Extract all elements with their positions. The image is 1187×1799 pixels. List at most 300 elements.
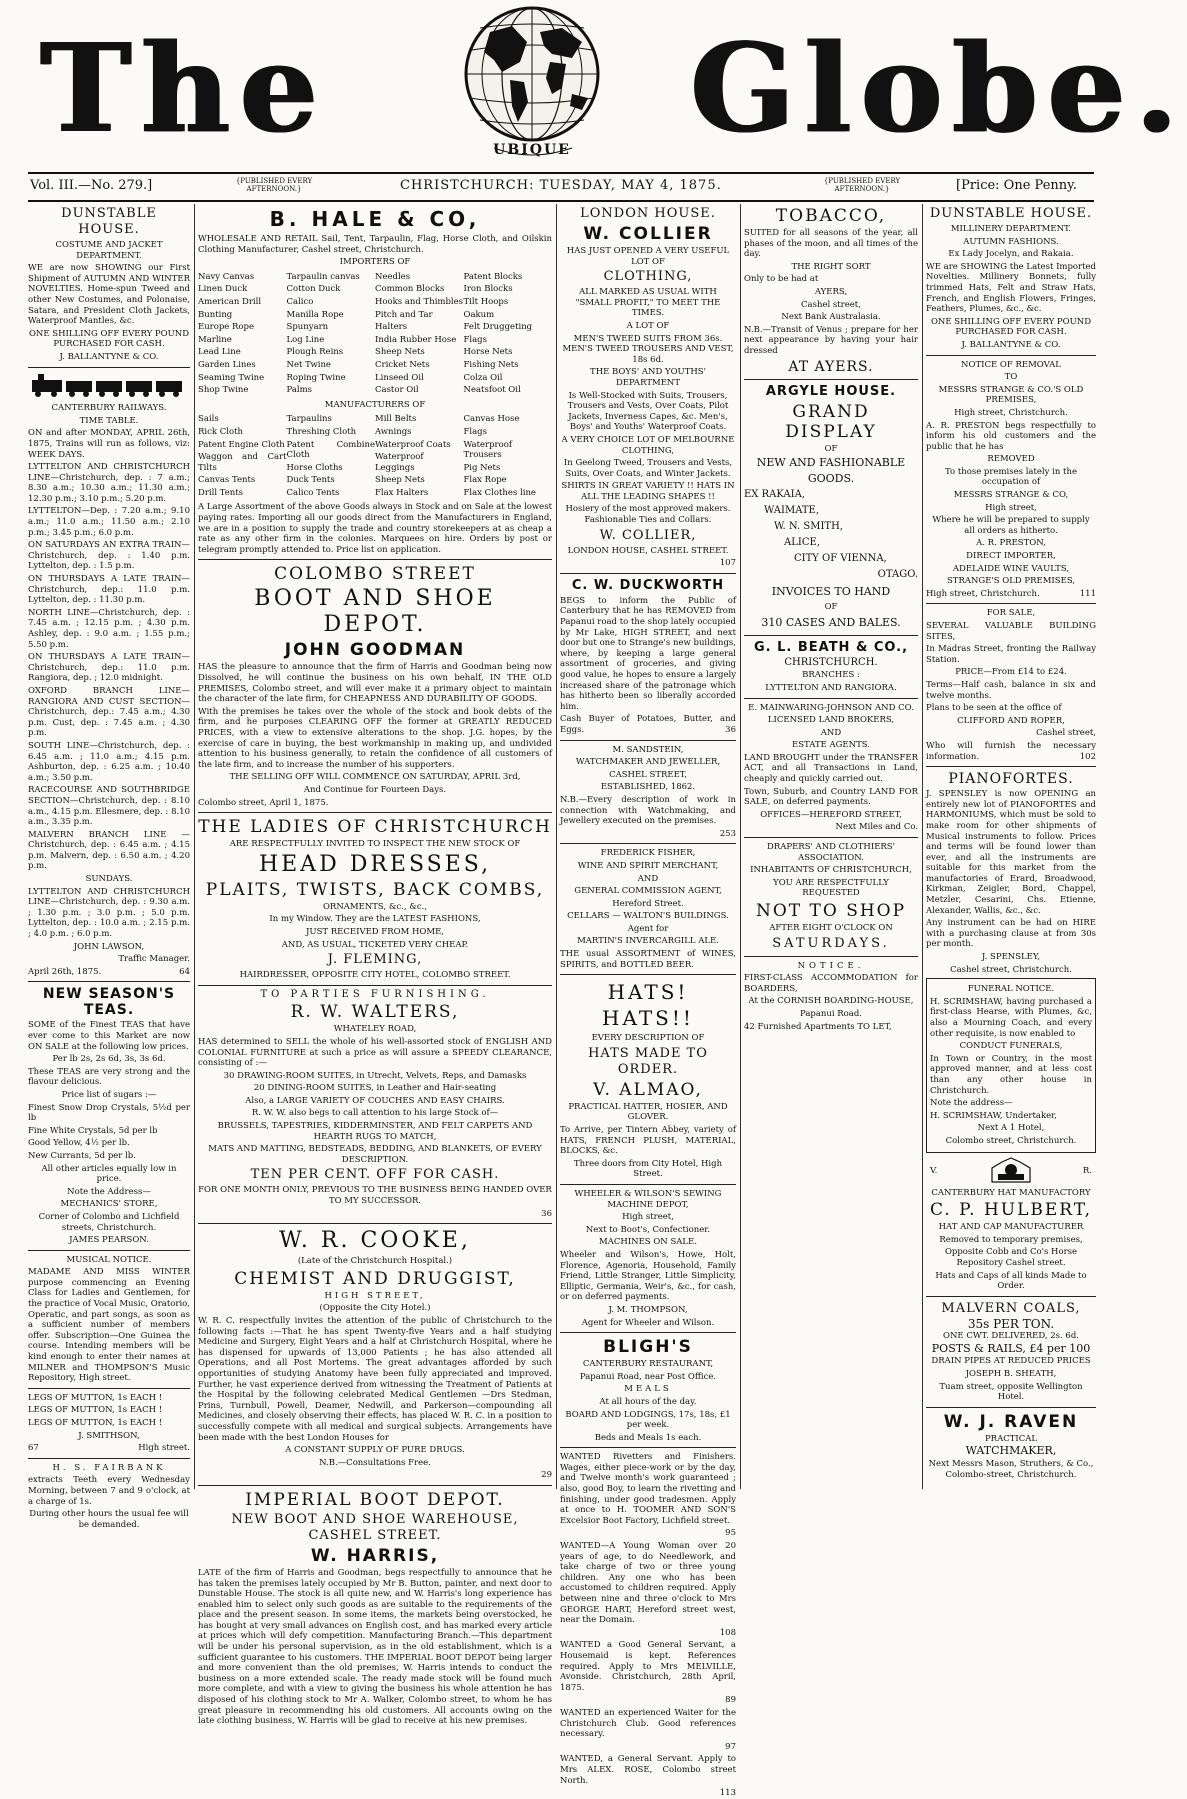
- ad-title: BOOT AND SHOE DEPOT.: [254, 586, 496, 638]
- ad-body: ONE SHILLING OFF EVERY POUND PURCHASED FOR CASH.: [930, 316, 1092, 338]
- ad-body: Town, Suburb, and Country LAND FOR SALE, on deferred payments.: [744, 786, 918, 808]
- ad-number: 36: [725, 724, 736, 735]
- timetable-line: MALVERN BRANCH LINE — Christchurch, dep. : 6.45 a.m. ; 4.15 p.m. Malvern, dep. : 6.50 a.m. ; 4.20 p.m.: [28, 829, 190, 872]
- ad-body: INVOICES TO HAND: [771, 585, 891, 599]
- ad-body: LYTTELTON AND RANGIORA.: [765, 682, 897, 693]
- ad-body: ALL MARKED AS USUAL WITH "SMALL PROFIT," TO MEET THE TIMES.: [575, 287, 721, 319]
- list-item: Canvas Tents: [198, 475, 256, 486]
- ad-body: HAS the pleasure to announce that the firm of Harris and Goodman being now Dissolved, he will continue the business on his own behalf, IN THE OLD PREMISES, Colombo street, and will ever make it a primary object to maintain the character of the late firm, for CHEAPNESS AND DURABILITY OF GOODS.: [198, 662, 552, 705]
- ad-body: THE RIGHT SORT: [791, 261, 871, 272]
- price-line: Fine White Crystals, 5d per lb: [28, 1125, 158, 1136]
- ad-body: Who will furnish the necessary information.: [926, 740, 1096, 762]
- column-rule: [740, 204, 741, 1489]
- ad-title: DRAPERS' AND CLOTHIERS' ASSOCIATION.: [767, 842, 895, 863]
- ad-body: CLIFFORD AND ROPER,: [957, 715, 1065, 726]
- list-item: Waterproof Trousers: [463, 439, 512, 461]
- ad-body: In Madras Street, fronting the Railway Station.: [926, 644, 1096, 665]
- ad-signature: J. SPENSLEY,: [981, 952, 1041, 963]
- ad-body: AYERS,: [814, 286, 848, 297]
- ad-title: W. J. RAVEN: [943, 1411, 1079, 1432]
- ad-title: SATURDAYS.: [772, 935, 890, 951]
- column-rule: [922, 204, 923, 1489]
- list-item: Castor Oil: [375, 385, 419, 396]
- ad-body: Furnished Apartments TO LET,: [757, 1021, 892, 1032]
- list-item: ALICE,: [784, 537, 820, 549]
- ad-number: 67: [28, 1443, 39, 1454]
- ad-subtitle: PRACTICAL HATTER, HOSIER, AND GLOVER.: [568, 1101, 728, 1123]
- ad-body: During other hours the usual fee will be demanded.: [29, 1509, 189, 1530]
- train-engraving-icon: [28, 372, 190, 398]
- divider: [744, 837, 918, 838]
- list-item: Cricket Nets: [375, 359, 430, 370]
- ad-body: Cash Buyer of Potatoes, Butter, and Eggs.: [560, 714, 736, 735]
- ad-body: Next A 1 Hotel,: [977, 1123, 1045, 1134]
- ad-subtitle: COSTUME AND JACKET DEPARTMENT.: [55, 240, 163, 261]
- ad-title: R. W. WALTERS,: [290, 1002, 460, 1023]
- ad-signature: J. BALLANTYNE & CO.: [59, 351, 159, 362]
- divider: [926, 766, 1096, 767]
- divider: [560, 974, 736, 975]
- ad-number: 95: [725, 1528, 736, 1539]
- list-item: Oakum: [463, 309, 495, 320]
- ad-title: ARGYLE HOUSE.: [765, 383, 897, 399]
- ad-number: 108: [719, 1627, 736, 1638]
- ad-subtitle: WHATELEY ROAD,: [333, 1024, 417, 1035]
- product-list: [198, 270, 552, 398]
- list-item: Neatsfoot Oil: [463, 385, 521, 396]
- ad-title: DUNSTABLE HOUSE.: [929, 206, 1093, 221]
- list-item: CITY OF VIENNA,: [794, 553, 887, 565]
- ad-title: MUSICAL NOTICE.: [66, 1254, 152, 1265]
- classified-ad: WANTED—A Young Woman over 20 years of age, to do Needlework, and take charge of two or three young children. Any one who has been accustomed to children required. Apply between nine and three o'clock to Mrs GEORGE HART, Hereford street west, near the Domain.: [560, 1541, 736, 1626]
- ad-title: FREDERICK FISHER,: [600, 848, 696, 859]
- divider: [28, 1458, 190, 1459]
- ad-title: C. W. DUCKWORTH: [571, 577, 725, 593]
- ad-body: Any instrument can be had on HIRE with a purchasing clause at from 30s per month.: [926, 918, 1096, 950]
- ad-title: WHEELER & WILSON'S SEWING MACHINE DEPOT,: [574, 1189, 722, 1210]
- ad-body: Opposite Cobb and Co's Horse Repository Cashel street.: [944, 1247, 1078, 1268]
- list-item: Waterproof Coats: [375, 439, 451, 450]
- list-item: EX RAKAIA,: [744, 489, 805, 501]
- ad-body: NEW AND FASHIONABLE: [756, 456, 906, 470]
- ad-number: 113: [719, 1788, 736, 1799]
- list-item: Felt Druggeting: [463, 322, 533, 333]
- price: [Price: One Penny.: [956, 178, 1077, 193]
- list-item: Tarpaulins: [286, 414, 332, 425]
- ad-body: A. R. PRESTON begs respectfully to inform his old customers and the public that he has: [926, 420, 1096, 452]
- list-item: Drill Tents: [198, 487, 244, 498]
- ad-body: In Geelong Tweed, Trousers and Vests, Suits, Over Coats, and Winter Jackets.: [563, 458, 733, 479]
- list-item: India Rubber Hose: [375, 334, 457, 345]
- ad-body: A Large Assortment of the above Goods always in Stock and on Sale at the lowest paying rates. Importing all our goods direct from the Manufacturers in England, we are in a position to supply the trade and country storekeepers at as cheap a rate as any other firm in the colonies. Marquees on hire. Orders by post or telegram promptly attended to. Price list on application.: [198, 502, 552, 555]
- ad-body: Is Well-Stocked with Suits, Trousers, Trousers and Vests, Over Coats, Pilot Jackets, Inverness Capes, &c. Men's, Boys' and Youths' Waterproof Coats.: [567, 390, 729, 433]
- column-3: [560, 204, 736, 1799]
- ad-subtitle: Next to Boot's, Confectioner.: [585, 1224, 711, 1235]
- column-rule: [194, 204, 195, 1489]
- ad-body: LEGS OF MUTTON, 1s EACH !: [28, 1392, 163, 1403]
- ad-signature: J. M. THOMPSON,: [608, 1304, 688, 1315]
- ad-title: WINE AND SPIRIT MERCHANT,: [577, 860, 719, 871]
- ad-body: extracts Teeth every Wednesday Morning, between 7 and 9 o'clock, at a charge of 1s.: [28, 1475, 190, 1507]
- list-item: Pig Nets: [463, 462, 501, 473]
- masthead-motto: UBIQUE: [493, 142, 571, 158]
- divider: [28, 1388, 190, 1389]
- royal-cipher-v: V.: [930, 1165, 938, 1176]
- list-item: Flax Halters: [375, 487, 429, 498]
- ad-title: PLAITS, TWISTS, BACK COMBS,: [205, 879, 545, 900]
- ad-body: POSTS & RAILS, £4 per 100: [931, 1341, 1091, 1355]
- price-line: Good Yellow, 4½ per lb.: [28, 1138, 130, 1149]
- list-item: Tarpaulin canvas: [286, 271, 360, 282]
- ad-body: MESSRS STRANGE & CO.'S OLD PREMISES,: [938, 384, 1084, 406]
- divider: [926, 603, 1096, 604]
- ad-subtitle: MANUFACTURERS OF: [324, 399, 426, 410]
- ad-body: WHOLESALE AND RETAIL Sail, Tent, Tarpaulin, Flag, Horse Cloth, and Oilskin Clothing Manufacturer, Cashel street, Christchurch.: [198, 234, 552, 255]
- ad-body: WE are SHOWING the Latest Imported Novelties. Millinery Bonnets, fully trimmed Hats, Felt and Straw Hats, French, and English Flowers, Fringes, Feathers, Plumes, &c., &c.: [926, 261, 1096, 315]
- ad-body: SEVERAL VALUABLE BUILDING SITES,: [926, 621, 1096, 642]
- classified-ad: WANTED an experienced Waiter for the Christchurch Club. Good references necessary.: [560, 1707, 736, 1740]
- list-item: Horse Nets: [463, 347, 513, 358]
- ad-body: At all hours of the day.: [599, 1396, 697, 1407]
- divider: [198, 812, 552, 813]
- list-item: OTAGO.: [877, 569, 918, 581]
- timetable-line: OXFORD BRANCH LINE—RANGIORA AND CUST SECTION—Christchurch, dep.: 7.45 a.m.; 4.30 p.m. Cust, dep. : 7.45 a.m. ; 4.30 p.m.: [28, 685, 190, 739]
- ad-body: HAS determined to SELL the whole of his well-assorted stock of ENGLISH AND COLONIAL FURNITURE at such a price as will assure a SPEEDY CLEARANCE, consisting of :—: [198, 1036, 552, 1069]
- ad-date: Colombo street, April 1, 1875.: [198, 797, 329, 808]
- ad-title: G. L. BEATH & CO.,: [753, 639, 909, 655]
- list-item: Cotton Duck: [286, 284, 341, 295]
- ad-title: GENERAL COMMISSION AGENT,: [574, 886, 722, 897]
- ad-body: GOODS.: [807, 472, 855, 486]
- list-item: Calico Tents: [286, 487, 340, 498]
- ad-title: HATS! HATS!!: [602, 980, 694, 1031]
- list-item: Patent Combine Cloth: [286, 439, 375, 461]
- ad-number: 64: [179, 966, 190, 977]
- list-item: Shop Twine: [198, 385, 249, 396]
- ad-subtitle: MILLINERY DEPARTMENT.: [950, 224, 1072, 234]
- list-item: 30 DRAWING-ROOM SUITES, in Utrecht, Velvets, Reps, and Damasks: [223, 1070, 527, 1081]
- ad-body: SOME of the Finest TEAS that have ever come to this Market are now ON SALE at the following low prices.: [28, 1020, 190, 1052]
- column-4: [744, 204, 918, 1489]
- ad-body: Hosiery of the most approved makers. Fashionable Ties and Collars.: [565, 504, 731, 526]
- ad-title: V. ALMAO,: [593, 1079, 703, 1100]
- ad-title: LONDON HOUSE.: [580, 206, 716, 221]
- ad-title: H. S. FAIRBANK: [52, 1462, 166, 1473]
- ad-title: FOR SALE,: [986, 608, 1036, 619]
- ad-subtitle: MEALS: [624, 1384, 672, 1395]
- ad-body: Cashel street, Christchurch.: [950, 964, 1072, 975]
- volume-number: Vol. III.—No. 279.]: [30, 178, 153, 193]
- ad-title: FUNERAL NOTICE.: [967, 984, 1055, 995]
- ad-body: Hats and Caps of all kinds Made to Order.: [935, 1270, 1087, 1292]
- list-item: Bunting: [198, 309, 233, 320]
- ad-title: NOTICE OF REMOVAL: [961, 359, 1061, 370]
- list-item: Tilt Hoops: [463, 296, 509, 307]
- list-item: Patent Blocks: [463, 271, 523, 282]
- ad-title: GRAND DISPLAY: [785, 401, 877, 442]
- list-item: Iron Blocks: [463, 284, 513, 295]
- ad-body: Agent for: [627, 923, 669, 934]
- timetable-line: LYTTELTON AND CHRISTCHURCH LINE—Christchurch, dep. : 7 a.m.; 8.30 a.m.; 10.30 a.m.; 11.30 a.m.; 12.30 p.m.; 3.10 p.m.; 5.20 p.m.: [28, 462, 190, 504]
- price-line: Finest Snow Drop Crystals, 5½d per lb: [28, 1102, 190, 1124]
- ad-body: Next Messrs Mason, Struthers, & Co., Colombo-street, Christchurch.: [928, 1459, 1094, 1480]
- list-item: Sheep Nets: [375, 347, 425, 358]
- ad-body: HAIRDRESSER, OPPOSITE CITY HOTEL, COLOMBO STREET.: [239, 970, 511, 981]
- globe-emblem-icon: [432, 2, 632, 162]
- column-1: [28, 204, 190, 1530]
- ad-title: TEN PER CENT. OFF FOR CASH.: [250, 1167, 500, 1183]
- ad-body: LEGS OF MUTTON, 1s EACH !: [28, 1418, 163, 1428]
- ad-body: ADELAIDE WINE VAULTS,: [952, 563, 1070, 574]
- ad-body: MEN'S TWEED SUITS FROM 36s. MEN'S TWEED TROUSERS AND VEST, 18s 6d.: [562, 333, 734, 365]
- divider: [560, 1184, 736, 1185]
- ad-body: 310 CASES AND BALES.: [761, 615, 901, 629]
- masthead: [0, 0, 1187, 168]
- divider: [744, 698, 918, 699]
- list-item: Waggon and Cart Tilts: [198, 452, 287, 473]
- list-item: 20 DINING-ROOM SUITES, in Leather and Hair-seating: [253, 1083, 497, 1094]
- divider: [926, 1407, 1096, 1408]
- ad-body: High street.: [138, 1443, 190, 1454]
- ad-title: W. HARRIS,: [310, 1545, 440, 1566]
- ad-title: NEW BOOT AND SHOE WAREHOUSE, CASHEL STREET.: [231, 1511, 519, 1543]
- ad-subtitle: EVERY DESCRIPTION OF: [591, 1033, 705, 1044]
- ad-signature: Agent for Wheeler and Wilson.: [581, 1317, 715, 1328]
- timetable-line: SOUTH LINE—Christchurch, dep. : 6.45 a.m. ; 11.0 a.m.; 4.15 p.m. Ashburton, dep. : 6.25 a.m. ; 10.40 a.m.; 3.50 p.m.: [28, 740, 190, 783]
- ad-body: JUST RECEIVED FROM HOME,: [306, 926, 444, 937]
- ad-body: Note the address—: [930, 1098, 1013, 1109]
- ad-body: W. R. C. respectfully invites the attention of the public of Christchurch to the following facts :—That he has spent Twenty-five Years and a half studying Medicine and Surgery, Eight Years and a half at Christchurch Hospital, where he has dispensed for upwards of 13,000 Patients ; he has also attended all Operations, and all Post Mortems. The great advantages afforded by such opportunities of studying Anatomy have been fully appreciated and improved. Further, he vast experience derived from witnessing the Treatment of Patients at the Hospital by the following celebrated Medical Gentlemen —Drs Stedman, Prins, Turnbull, Powell, Deamer, Nedwill, and Parkerson—compounding all Medicines, and closely observing their effects, has placed W. R. C. in a position to successfully compete with all medical and surgical subjects. Arrangements have been made with the best London Houses for: [198, 1316, 552, 1443]
- ad-subtitle: Hereford Street.: [612, 898, 684, 909]
- ad-body: THE usual ASSORTMENT of WINES, SPIRITS, and BOTTLED BEER.: [560, 949, 736, 970]
- ad-body: N.B.—Every description of work in connection with Watchmaking, and Jewellery executed on the premises.: [560, 794, 736, 827]
- list-item: WAIMATE,: [764, 505, 820, 517]
- ad-title: WATCHMAKER AND JEWELLER,: [575, 757, 721, 768]
- list-item: Palms: [286, 385, 313, 396]
- ad-title: THE LADIES OF CHRISTCHURCH: [198, 817, 552, 838]
- ad-body: OFFICES—HEREFORD STREET,: [760, 809, 902, 820]
- ad-body: High street,: [985, 502, 1037, 513]
- ad-title: NEW SEASON'S TEAS.: [42, 986, 176, 1019]
- list-item: Threshing Cloth: [286, 426, 357, 437]
- timetable-line: NORTH LINE—Christchurch, dep. : 7.45 a.m. ; 12.15 p.m. ; 4.30 p.m. Ashley, dep. : 9.0 a.m. ; 1.55 p.m.; 5.50 p.m.: [28, 607, 190, 650]
- ad-title: DUNSTABLE HOUSE.: [61, 206, 157, 237]
- price-line: New Currants, 5d per lb.: [28, 1150, 136, 1161]
- ad-title: CHEMIST AND DRUGGIST,: [234, 1268, 516, 1289]
- ad-body: THE SELLING OFF WILL COMMENCE ON SATURDAY, APRIL 3rd,: [229, 772, 521, 783]
- list-item: Manilla Rope: [286, 309, 344, 320]
- ad-subtitle: CHRISTCHURCH.: [784, 656, 878, 668]
- ad-body: BRUSSELS, TAPESTRIES, KIDDERMINSTER, AND FELT CARPETS AND HEARTH RUGS TO MATCH,: [217, 1121, 533, 1142]
- list-item: Roping Twine: [286, 372, 346, 383]
- published-note-left: {PUBLISHED EVERY AFTERNOON.}: [235, 177, 313, 193]
- list-item: Patent Engine Cloth: [198, 439, 285, 450]
- list-item: Marline: [198, 334, 232, 345]
- ad-body: Three doors from City Hotel, High Street.: [573, 1158, 723, 1180]
- ad-signature: H. SCRIMSHAW, Undertaker,: [930, 1110, 1057, 1121]
- ad-title: W. R. COOKE,: [279, 1228, 471, 1254]
- divider: [198, 1223, 552, 1224]
- ad-subtitle: ARE RESPECTFULLY INVITED TO INSPECT THE NEW STOCK OF: [229, 839, 521, 850]
- ad-number: 107: [719, 558, 736, 569]
- ad-body: 35s PER TON.: [967, 1316, 1055, 1331]
- classified-ad: WANTED a Good General Servant, a Housemaid is kept. References required. Apply to Mrs MELVILLE, Avonside. Christchurch, 28th April, 1875.: [560, 1640, 736, 1693]
- ad-subtitle: AUTUMN FASHIONS.: [963, 236, 1059, 247]
- ad-body: FOR ONE MONTH ONLY, PREVIOUS TO THE BUSINESS BEING HANDED OVER TO MY SUCCESSOR.: [198, 1185, 552, 1207]
- list-item: Hooks and Thimbles: [375, 296, 464, 307]
- ad-body: Terms—Half cash, balance in six and twelve months.: [926, 679, 1096, 701]
- divider: [198, 985, 552, 986]
- list-item: Flax Rope: [463, 475, 507, 486]
- ad-body: SUITED for all seasons of the year, all phases of the moon, and all times of the day.: [744, 228, 918, 260]
- divider: [744, 635, 918, 636]
- ad-body: STRANGE'S OLD PREMISES,: [946, 576, 1076, 587]
- list-item: Needles: [375, 271, 411, 282]
- ad-signature: JOSEPH B. SHEATH,: [965, 1369, 1057, 1380]
- divider: [560, 1447, 736, 1448]
- ad-subtitle: ESTABLISHED, 1862.: [600, 782, 696, 793]
- royal-cipher-r: R.: [1082, 1165, 1092, 1176]
- ad-number: 97: [725, 1741, 736, 1752]
- list-item: Flags: [463, 334, 487, 345]
- ad-subtitle: SUNDAYS.: [85, 874, 133, 885]
- ad-body: TO: [1004, 372, 1018, 383]
- ad-body: LAND BROUGHT under the TRANSFER ACT, and all Transactions in Land, cheaply and quickly carried out.: [744, 752, 918, 785]
- ad-number: 36: [541, 1208, 552, 1219]
- ad-subtitle: WATCHMAKER,: [965, 1444, 1057, 1458]
- ad-body: Price list of sugars :—: [61, 1089, 157, 1100]
- ad-body: REMOVED: [987, 454, 1035, 465]
- list-item: R. W. W. also begs to call attention to his large Stock of—: [251, 1108, 499, 1119]
- divider: [560, 740, 736, 741]
- ad-body: BRANCHES :: [802, 670, 860, 681]
- funeral-notice-box: [926, 978, 1096, 1152]
- ad-subtitle: Ex Lady Jocelyn, and Rakaia.: [948, 249, 1074, 260]
- ad-body: N.B.—Consultations Free.: [319, 1457, 431, 1468]
- ad-date: April 26th, 1875.: [28, 966, 102, 977]
- list-item: Awnings: [375, 426, 412, 437]
- divider: [560, 1332, 736, 1333]
- ad-body: WE are now SHOWING our First Shipment of AUTUMN AND WINTER NOVELTIES. Home-spun Tweed and other New Costumes, and Polonaise, Satara, and President Cloth Jackets, Waterproof Mantles, &c.: [28, 263, 190, 327]
- ad-title: W. COLLIER: [583, 224, 713, 244]
- list-item: Canvas Hose: [463, 414, 520, 425]
- ad-body: MECHANICS' STORE,: [60, 1199, 158, 1210]
- list-item: Fishing Nets: [463, 359, 519, 370]
- column-rule: [556, 204, 557, 1489]
- list-item: Common Blocks: [375, 284, 445, 295]
- ad-body: In my Window. They are the LATEST FASHIONS,: [269, 914, 481, 925]
- ad-signature: JAMES PEARSON.: [69, 1235, 149, 1246]
- column-5: [926, 204, 1096, 1489]
- ad-body: N.B.—Transit of Venus ; prepare for her next appearance by having your hair dressed: [744, 324, 918, 356]
- ad-body: AND: [820, 727, 842, 738]
- timetable-line: ON THURSDAYS A LATE TRAIN—Christchurch, dep.: 11.0 p.m. Rangiora, dep. ; 12.0 midnight.: [28, 652, 190, 684]
- ad-signature: JOHN LAWSON,: [73, 941, 145, 952]
- ad-body: Cashel street,: [801, 299, 861, 310]
- ad-body: LEGS OF MUTTON, 1s EACH !: [28, 1405, 163, 1416]
- ad-body: Next Bank Australasia.: [781, 312, 881, 323]
- ad-body: HAS JUST OPENED A VERY USEFUL LOT OF: [566, 246, 730, 267]
- list-item: Lead Line: [198, 347, 241, 358]
- list-item: Garden Lines: [198, 359, 256, 370]
- ad-signature: W. COLLIER,: [599, 527, 697, 543]
- ad-number: 111: [1079, 588, 1096, 599]
- classified-ad: WANTED, a General Servant. Apply to Mrs ALEX. ROSE, Colombo street North.: [560, 1754, 736, 1786]
- ad-title: BLIGH'S: [603, 1337, 693, 1358]
- masthead-title-right: Globe.: [690, 16, 1187, 160]
- list-item: Mill Belts: [375, 414, 417, 425]
- ad-body: A LOT OF: [626, 320, 670, 331]
- divider: [198, 559, 552, 560]
- ad-body: DRAIN PIPES AT REDUCED PRICES: [931, 1356, 1091, 1367]
- ad-subtitle: CANTERBURY RESTAURANT,: [582, 1359, 714, 1370]
- ad-body: BEGS to inform the Public of Canterbury that he has REMOVED from Papanui road to the shop lately occupied by Mr Lake, HIGH STREET, and next door but one to Strange's new buildings, where, by keeping a large general assortment of groceries, and giving good value, he hopes to ensure a largely increased share of the patronage which has hitherto been so liberally accorded him.: [560, 595, 736, 712]
- ad-body: Wheeler and Wilson's, Howe, Holt, Florence, Agenoria, Household, Family Friend, Little Stranger, Little Simplicity, Elliptic, Germania, Weir's, &c., for cash, or on deferred payments.: [560, 1249, 736, 1303]
- ad-body: Note the Address—: [67, 1186, 151, 1197]
- list-item: Flags: [463, 426, 487, 437]
- ad-signature: J. FLEMING,: [327, 952, 423, 968]
- divider: [28, 1250, 190, 1251]
- ad-body: Papanui Road.: [799, 1008, 862, 1019]
- timetable-line: LYTTELTON—Dep. : 7.20 a.m.; 9.10 a.m.; 11.0 a.m.; 11.50 a.m.; 2.10 p.m.; 3.45 p.m.; 6.0 p.m.: [28, 506, 190, 538]
- ad-subtitle: IMPORTERS OF: [339, 257, 411, 268]
- ad-body: Tuam street, opposite Wellington Hotel.: [939, 1381, 1083, 1403]
- list-item: Waterproof Leggings: [375, 452, 424, 473]
- ad-body: MATS AND MATTING, BEDSTEADS, BEDDING, AND BLANKETS, OF EVERY DESCRIPTION.: [208, 1144, 542, 1165]
- ad-body: FIRST-CLASS ACCOMMODATION for BOARDERS,: [744, 973, 918, 994]
- ad-body: Corner of Colombo and Lichfield streets, Christchurch.: [38, 1211, 180, 1233]
- ad-number: 29: [541, 1470, 552, 1481]
- list-item: Navy Canvas: [198, 271, 255, 282]
- ad-title: C. P. HULBERT,: [929, 1200, 1093, 1221]
- list-item: Calico: [286, 296, 314, 307]
- ad-title: TOBACCO,: [775, 206, 887, 226]
- ad-body: AND: [637, 873, 659, 884]
- ad-subtitle: MACHINES ON SALE.: [599, 1237, 697, 1248]
- classified-ad: WANTED Rivetters and Finishers. Wages, either piece-work or by the day, and Twelve month's work guaranteed ; also, good Boy, to learn the rivetting and finishing, under good tradesmen. Apply at once to H. TOOMER AND SON'S Excelsior Boot Factory, Lichfield street.: [560, 1452, 736, 1526]
- ad-signature: Traffic Manager.: [118, 954, 190, 965]
- ad-title: IMPERIAL BOOT DEPOT.: [245, 1489, 505, 1510]
- list-item: Horse Cloths: [286, 462, 343, 473]
- ad-subtitle: (Opposite the City Hotel.): [319, 1303, 431, 1314]
- divider: [28, 981, 190, 982]
- ad-title: HATS MADE TO ORDER.: [588, 1045, 708, 1077]
- ad-title: TO PARTIES FURNISHING.: [260, 988, 490, 1000]
- ad-body: J. SPENSLEY is now OPENING an entirely new lot of PIANOFORTES and HARMONIUMS, which must be sold to make room for other shipments of Musical instruments to follow. Prices and terms will be found lower than ever, and all the instruments are suitable for this market from the manufactories of Erard, Broadwood, Kirkman, Zeigler, Bord, Chappel, Metzler, Cesarini, Chs. Etienne, Alexander, Wallis, &c., &c.: [926, 789, 1096, 916]
- ad-body: Where he will be prepared to supply all orders as hitherto.: [932, 515, 1090, 536]
- ad-body: Removed to temporary premises,: [939, 1234, 1083, 1245]
- ad-title: CANTERBURY RAILWAYS.: [51, 403, 167, 414]
- ad-body: ONE SHILLING OFF EVERY POUND PURCHASED FOR CASH.: [28, 328, 190, 350]
- ad-body: High street, Christchurch.: [926, 588, 1040, 599]
- ad-body: CONDUCT FUNERALS,: [959, 1041, 1063, 1052]
- published-note-right: {PUBLISHED EVERY AFTERNOON.}: [823, 177, 901, 193]
- divider: [560, 573, 736, 574]
- ad-subtitle: High street,: [622, 1212, 674, 1223]
- ad-title: AT AYERS.: [788, 358, 874, 375]
- ad-body: BOARD AND LODGINGS, 17s, 18s, £1 per week.: [565, 1409, 731, 1431]
- ad-title: CLOTHING,: [603, 269, 693, 285]
- timetable-line: ON THURSDAYS A LATE TRAIN—Christchurch, dep.: 11.0 p.m. Lyttelton, dep. : 11.30 p.m.: [28, 574, 190, 606]
- timetable-line: ON SATURDAYS AN EXTRA TRAIN—Christchurch, dep. : 1.40 p.m. Lyttelton, dep. : 1.5 p.m.: [28, 540, 190, 572]
- timetable-line: LYTTELTON AND CHRISTCHURCH LINE—Christchurch, dep. : 9.30 a.m. ; 1.30 p.m. ; 3.0 p.m. ; 5.0 p.m. Lyttelton, dep. : 10.0 a.m. ; 2.15 p.m. ; 4.0 p.m. ; 6.0 p.m.: [28, 886, 190, 940]
- list-item: Plough Reins: [286, 347, 344, 358]
- ad-body: ORNAMENTS, &c., &c.,: [322, 901, 428, 912]
- ad-title: MALVERN COALS,: [941, 1300, 1081, 1316]
- ad-subtitle: CASHEL STREET,: [609, 769, 687, 780]
- ad-body: ON and after MONDAY, APRIL 26th, 1875, Trains will run as follows, viz: WEEK DAYS.: [28, 428, 190, 460]
- ad-body: All other articles equally low in price.: [41, 1163, 177, 1185]
